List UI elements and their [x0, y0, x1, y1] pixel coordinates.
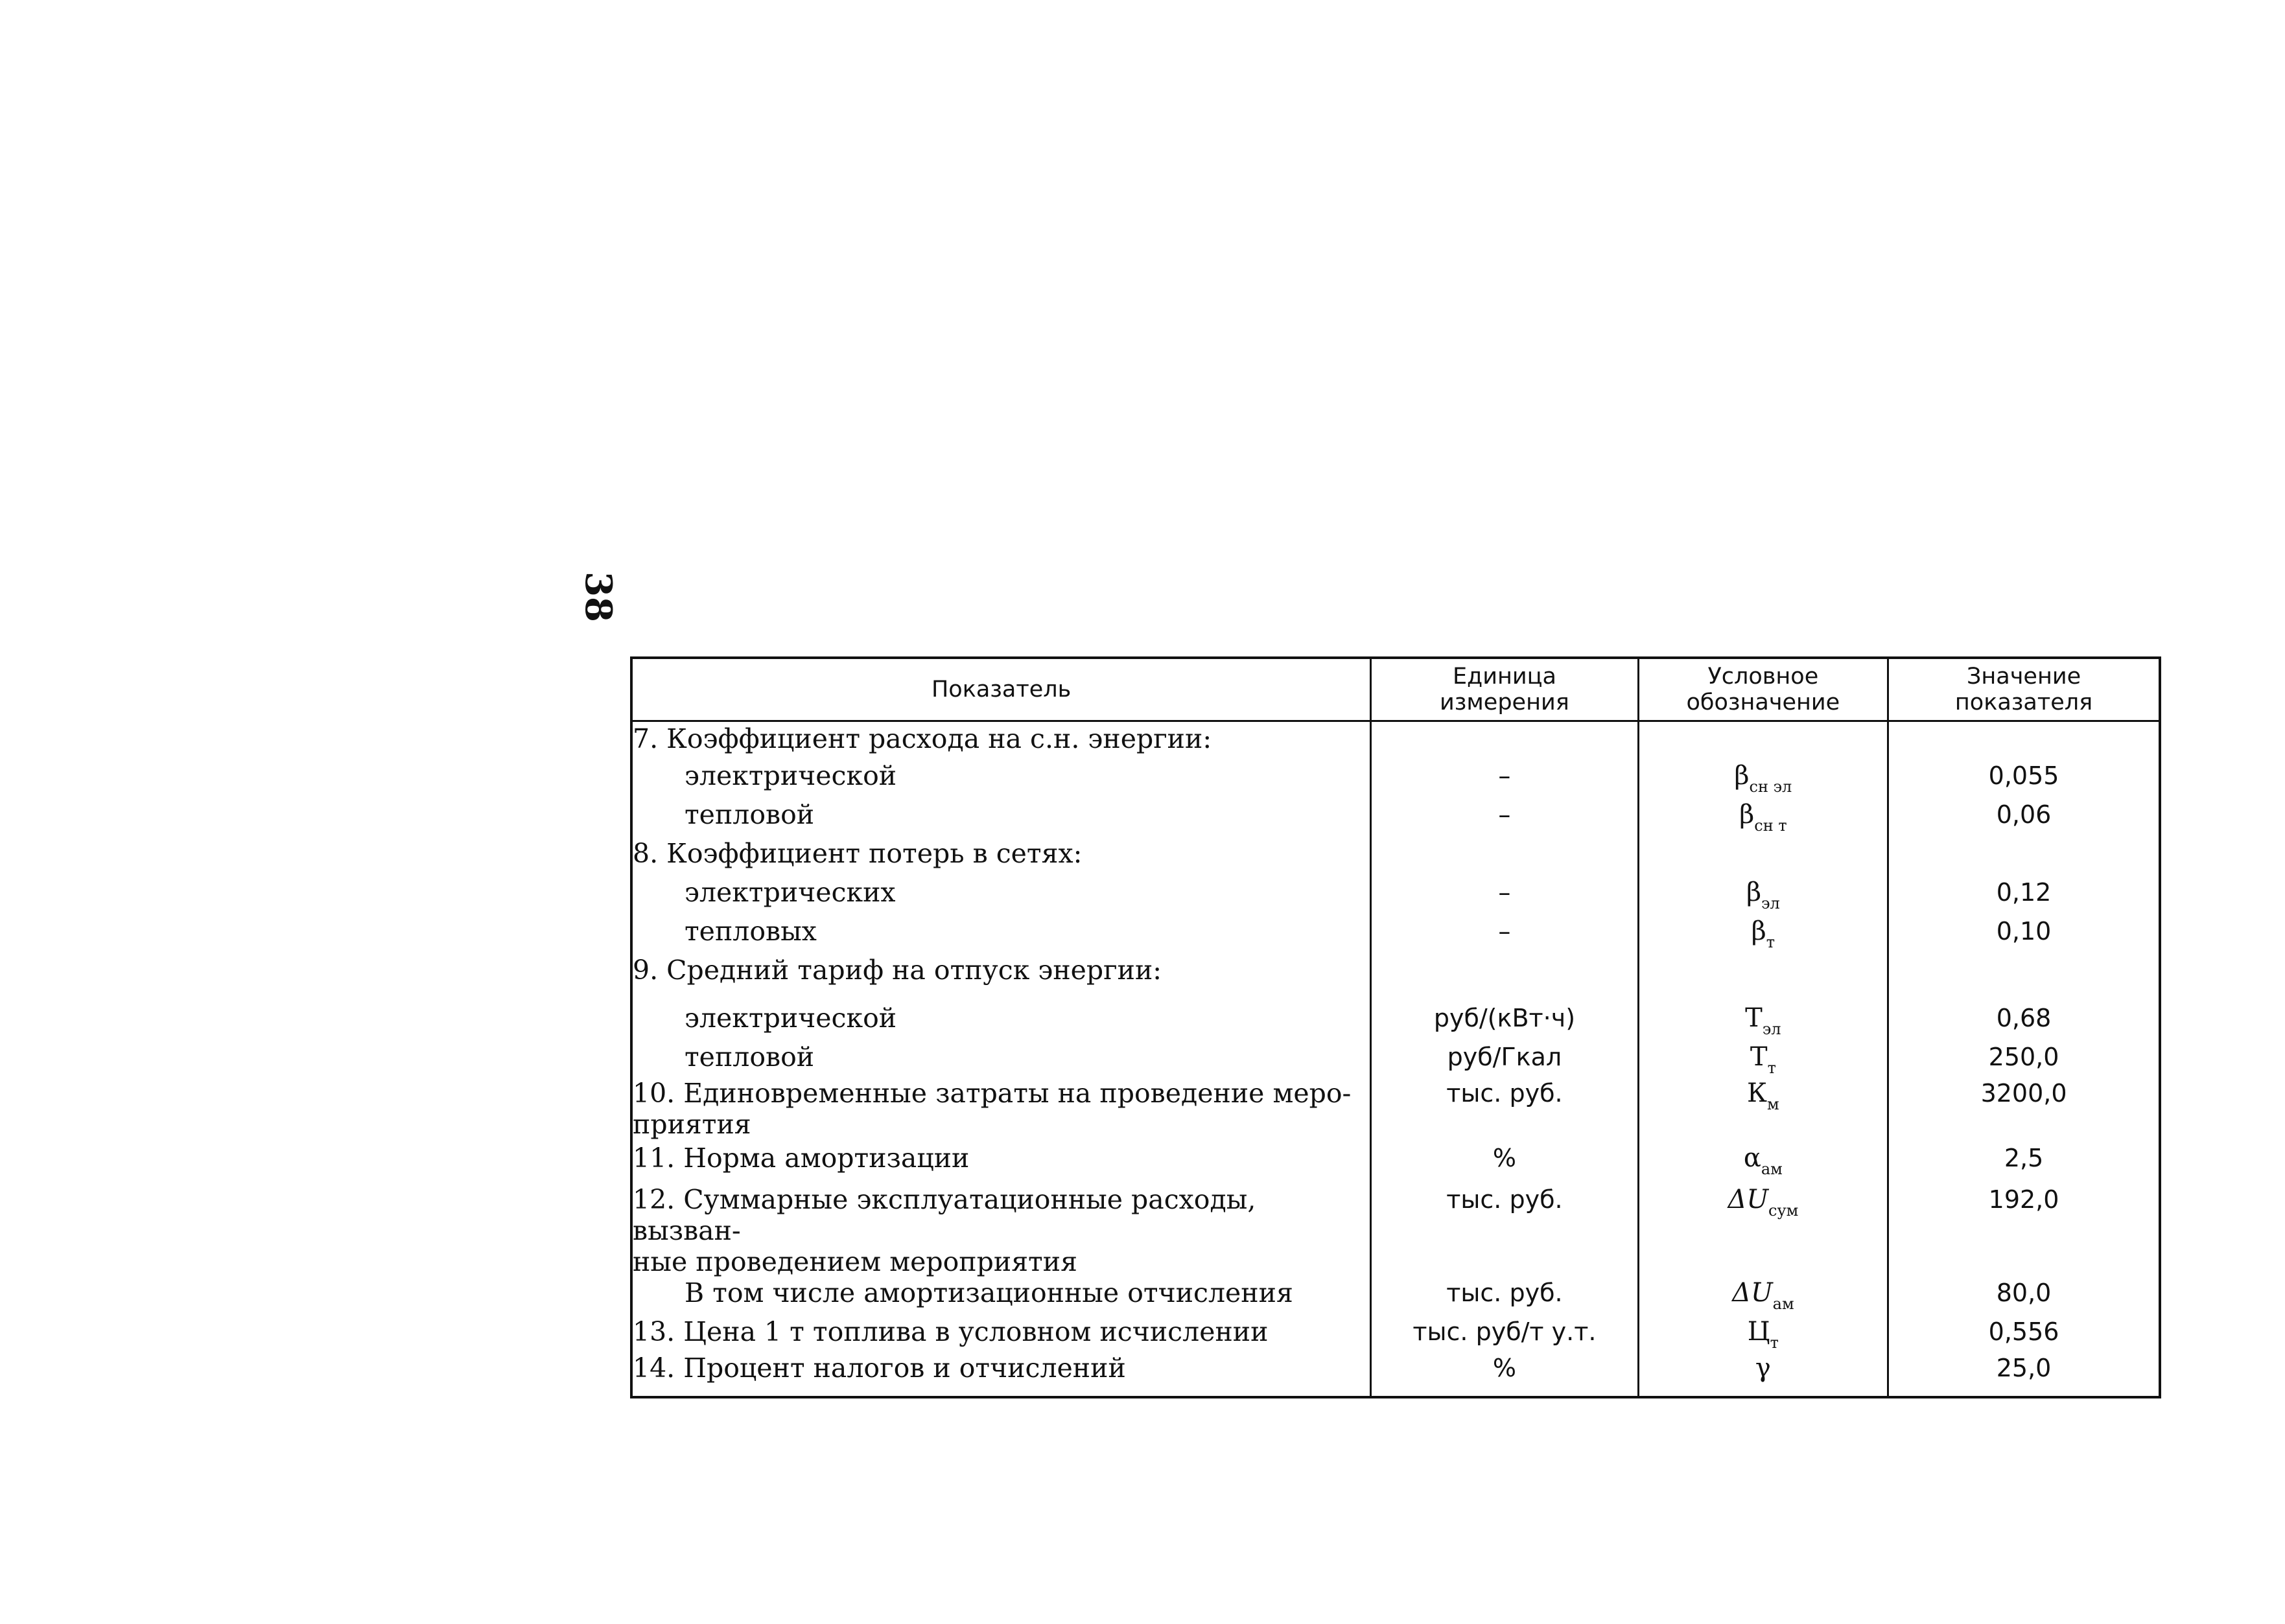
row-value: 0,10: [1888, 916, 2160, 955]
row-indicator: 14. Процент налогов и отчислений: [631, 1352, 1371, 1397]
row-symbol: [1638, 838, 1888, 877]
header-value: Значение показателя: [1888, 658, 2160, 721]
symbol-subscript: т: [1766, 933, 1775, 951]
symbol-subscript: сн т: [1754, 816, 1787, 835]
row-value: 3200,0: [1888, 1078, 2160, 1143]
row-unit: тыс. руб.: [1371, 1277, 1638, 1316]
symbol-main: ΔU: [1732, 1277, 1773, 1308]
row-symbol: [1638, 1352, 1888, 1397]
row-unit: тыс. руб.: [1371, 1078, 1638, 1143]
row-indicator: электрической: [631, 760, 1371, 799]
symbol-subscript: эл: [1762, 1019, 1781, 1038]
symbol-main: α: [1743, 1143, 1761, 1173]
table-row: [631, 838, 2160, 877]
table-row: [631, 1143, 2160, 1184]
row-symbol: [1638, 1316, 1888, 1352]
row-unit: руб/Гкал: [1371, 1041, 1638, 1078]
symbol-main: β: [1739, 799, 1755, 829]
row-indicator: тепловых: [631, 916, 1371, 955]
row-unit: –: [1371, 760, 1638, 799]
row-unit: %: [1371, 1352, 1638, 1397]
row-unit: %: [1371, 1143, 1638, 1184]
table-row: [631, 1041, 2160, 1078]
row-value: 0,556: [1888, 1316, 2160, 1352]
row-unit: [1371, 721, 1638, 760]
row-indicator: 9. Средний тариф на отпуск энергии:: [631, 955, 1371, 993]
header-symbol: Условное обозначение: [1638, 658, 1888, 721]
row-value: [1888, 721, 2160, 760]
row-unit: [1371, 838, 1638, 877]
symbol-main: β: [1751, 916, 1766, 946]
row-indicator: электрической: [631, 993, 1371, 1041]
row-unit: [1371, 955, 1638, 993]
row-value: 25,0: [1888, 1352, 2160, 1397]
table-row: [631, 1316, 2160, 1352]
row-value: 0,06: [1888, 799, 2160, 838]
row-unit: руб/(кВт·ч): [1371, 993, 1638, 1041]
symbol-main: Т: [1750, 1041, 1768, 1072]
row-value: 192,0: [1888, 1184, 2160, 1277]
row-value: 0,12: [1888, 877, 2160, 916]
row-value: [1888, 955, 2160, 993]
row-indicator: 10. Единовременные затраты на проведение меро- приятия: [631, 1078, 1371, 1143]
row-symbol: [1638, 1078, 1888, 1143]
table-row: [631, 760, 2160, 799]
row-indicator: В том числе амортизационные отчисления: [631, 1277, 1371, 1316]
row-symbol: [1638, 1143, 1888, 1184]
table-row: [631, 799, 2160, 838]
symbol-main: β: [1734, 760, 1750, 791]
table-header-row: [631, 658, 2160, 721]
row-symbol: [1638, 955, 1888, 993]
table-row: [631, 877, 2160, 916]
row-indicator: 11. Норма амортизации: [631, 1143, 1371, 1184]
symbol-main: К: [1747, 1078, 1767, 1108]
header-indicator: Показатель: [631, 658, 1371, 721]
table-row: [631, 1184, 2160, 1277]
table-row: [631, 1078, 2160, 1143]
symbol-main: β: [1746, 877, 1762, 907]
row-symbol: [1638, 721, 1888, 760]
symbol-subscript: ам: [1772, 1294, 1794, 1313]
table-row: [631, 993, 2160, 1041]
row-unit: –: [1371, 877, 1638, 916]
table-row: [631, 955, 2160, 993]
row-indicator: 8. Коэффициент потерь в сетях:: [631, 838, 1371, 877]
row-symbol: [1638, 877, 1888, 916]
row-symbol: [1638, 916, 1888, 955]
row-indicator: 7. Коэффициент расхода на с.н. энергии:: [631, 721, 1371, 760]
row-unit: тыс. руб.: [1371, 1184, 1638, 1277]
symbol-subscript: т: [1767, 1058, 1776, 1077]
symbol-main: ΔU: [1728, 1184, 1769, 1214]
symbol-subscript: ам: [1761, 1159, 1783, 1178]
row-symbol: [1638, 799, 1888, 838]
symbol-main: Т: [1745, 1003, 1763, 1033]
row-indicator: 13. Цена 1 т топлива в условном исчислении: [631, 1316, 1371, 1352]
row-indicator: тепловой: [631, 799, 1371, 838]
table-row: [631, 1277, 2160, 1316]
row-value: 2,5: [1888, 1143, 2160, 1184]
indicator-table: [630, 656, 2161, 1398]
symbol-subscript: сум: [1768, 1201, 1799, 1220]
symbol-subscript: м: [1767, 1095, 1779, 1113]
row-indicator: электрических: [631, 877, 1371, 916]
table-body: [631, 721, 2160, 1397]
symbol-subscript: эл: [1761, 894, 1780, 912]
row-symbol: [1638, 993, 1888, 1041]
row-indicator: 12. Суммарные эксплуатационные расходы, вызван- ные проведением мероприятия: [631, 1184, 1371, 1277]
row-symbol: [1638, 1277, 1888, 1316]
row-symbol: [1638, 760, 1888, 799]
row-unit: тыс. руб/т у.т.: [1371, 1316, 1638, 1352]
table-row: [631, 721, 2160, 760]
row-value: [1888, 838, 2160, 877]
symbol-main: γ: [1755, 1352, 1771, 1383]
header-unit: Единица измерения: [1371, 658, 1638, 721]
row-value: 80,0: [1888, 1277, 2160, 1316]
table-row: [631, 916, 2160, 955]
row-unit: –: [1371, 799, 1638, 838]
row-indicator: тепловой: [631, 1041, 1371, 1078]
row-value: 250,0: [1888, 1041, 2160, 1078]
page-number: 38: [576, 572, 620, 622]
row-symbol: [1638, 1041, 1888, 1078]
symbol-main: Ц: [1747, 1316, 1770, 1347]
symbol-subscript: т: [1770, 1333, 1779, 1352]
row-value: 0,055: [1888, 760, 2160, 799]
symbol-subscript: сн эл: [1749, 777, 1792, 796]
row-value: 0,68: [1888, 993, 2160, 1041]
table-row: [631, 1352, 2160, 1397]
row-unit: –: [1371, 916, 1638, 955]
row-symbol: [1638, 1184, 1888, 1277]
